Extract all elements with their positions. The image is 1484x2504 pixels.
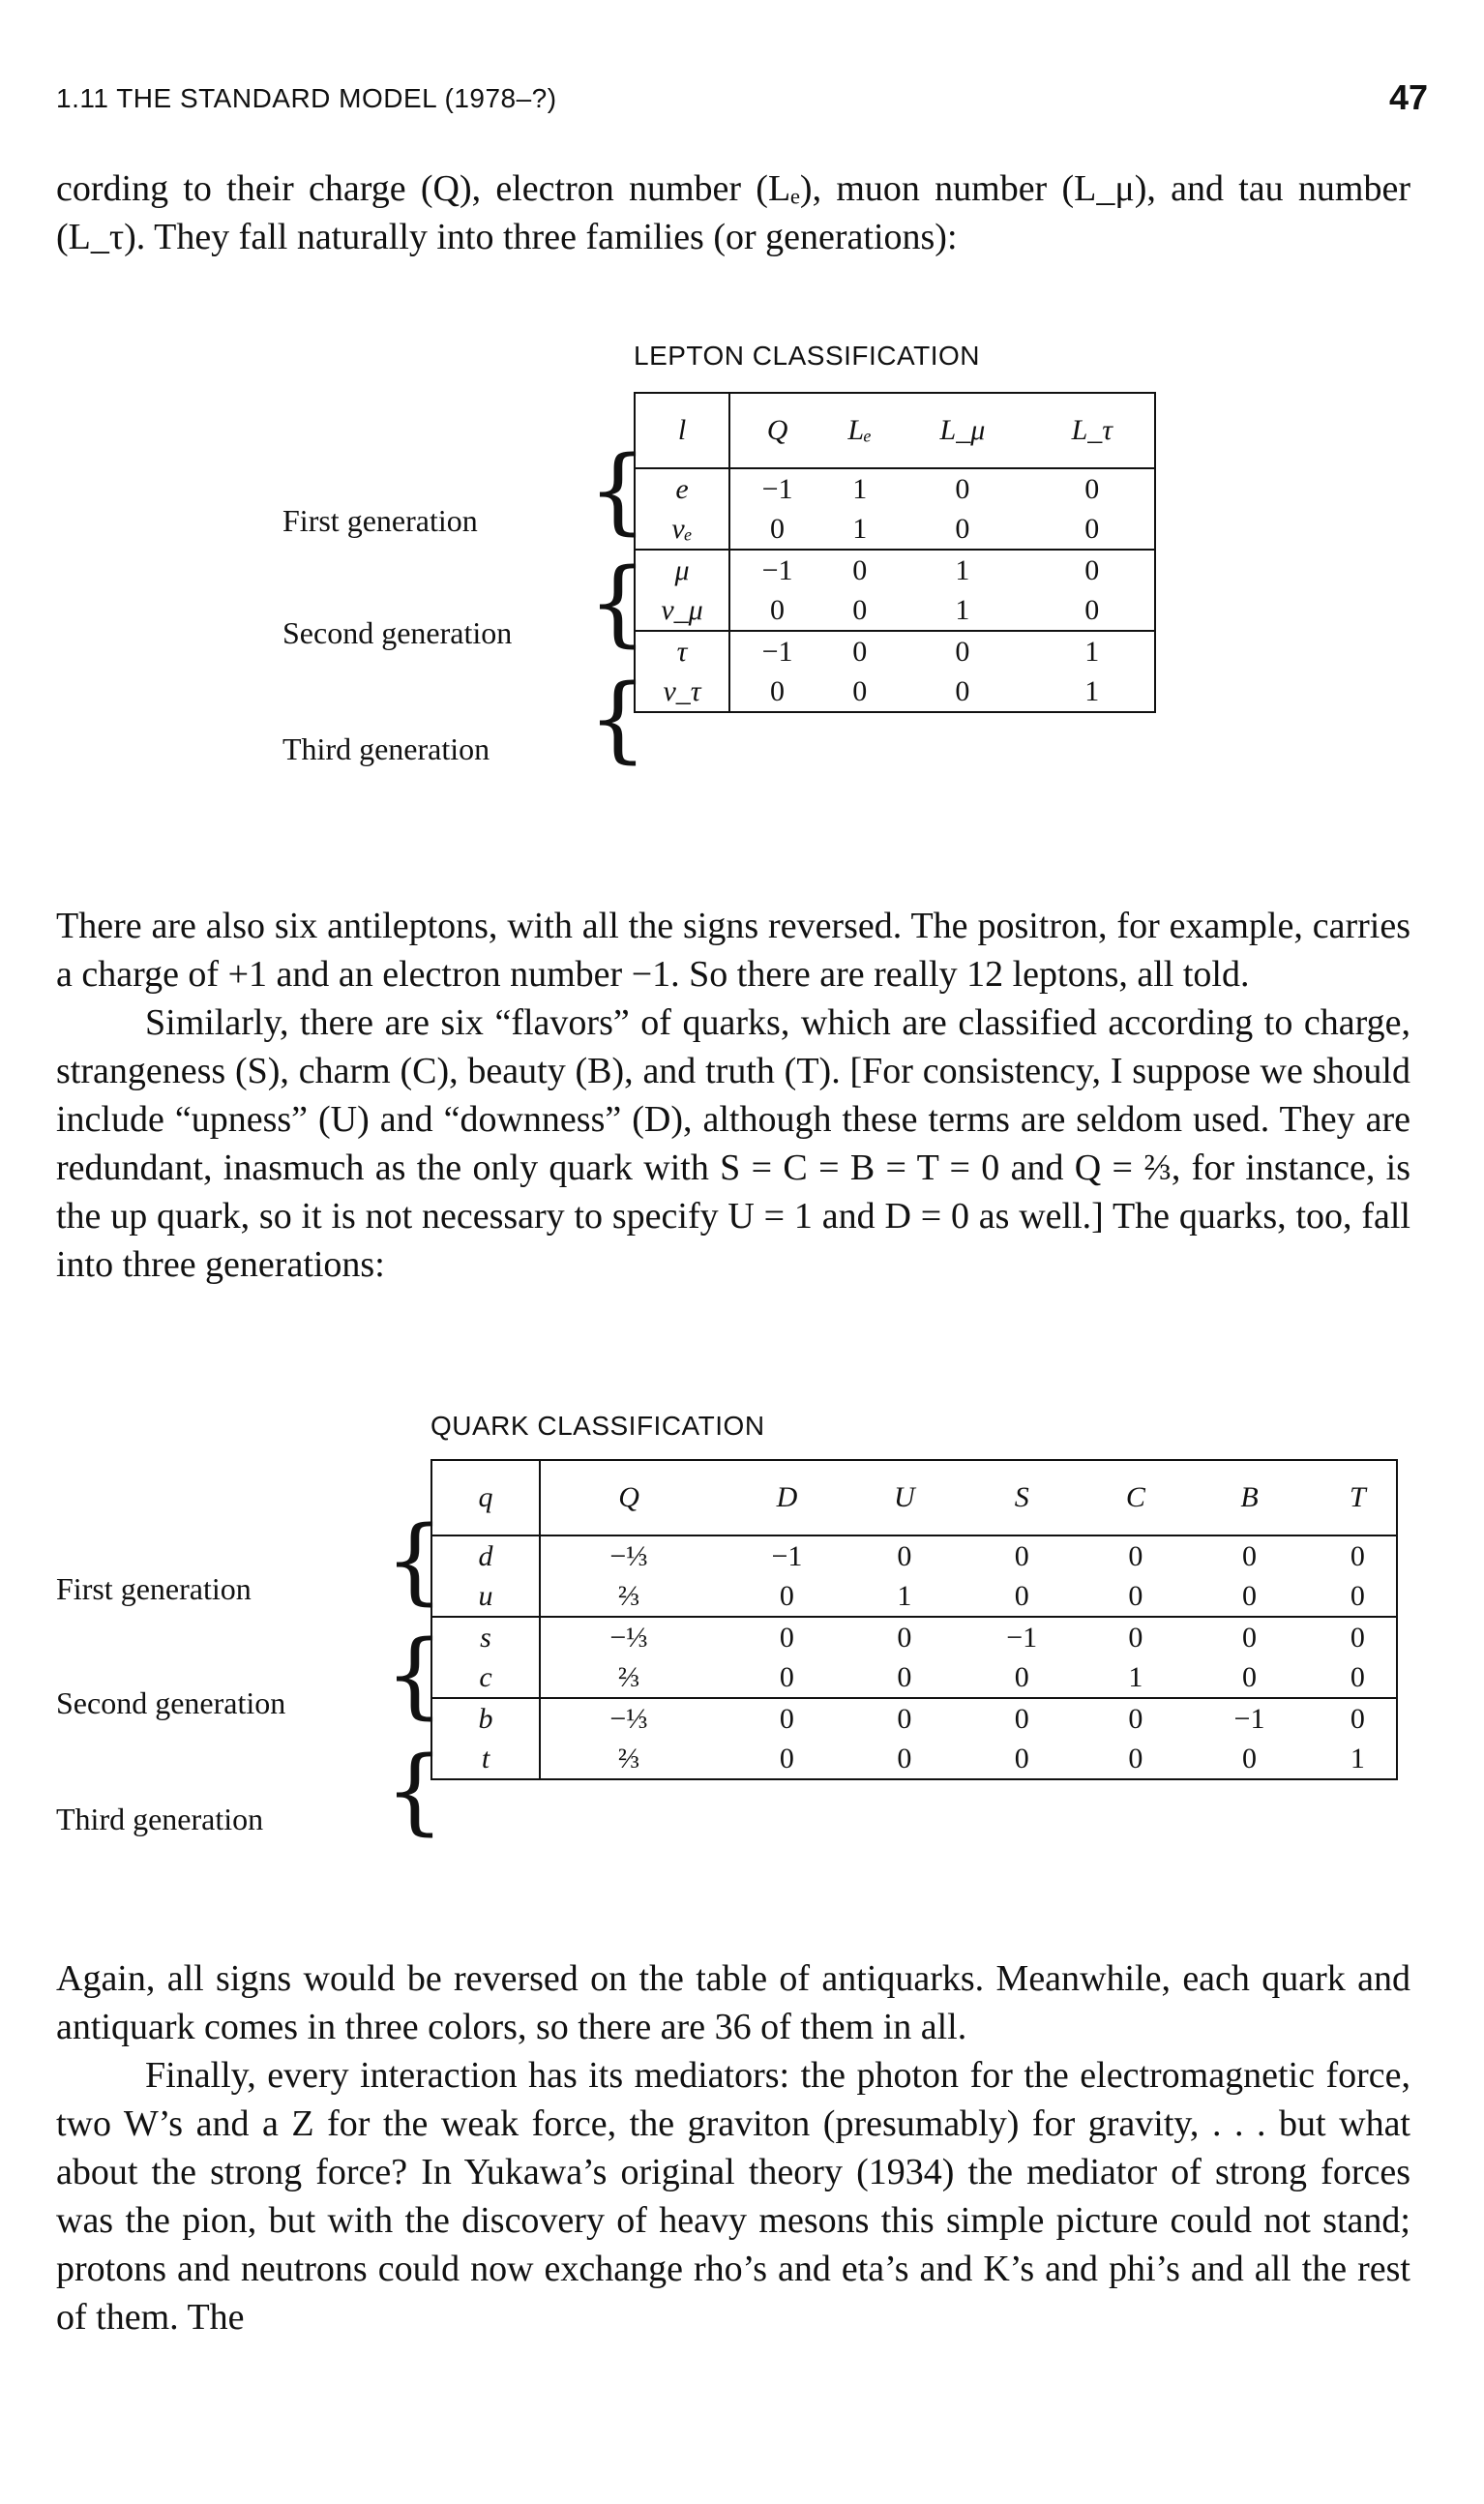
quark-symbol: d bbox=[431, 1535, 540, 1576]
quark-symbol: t bbox=[431, 1739, 540, 1779]
quark-cell: 0 bbox=[717, 1657, 857, 1698]
quark-cell: 0 bbox=[1128, 1742, 1143, 1774]
quark-cell: 0 bbox=[1092, 1576, 1180, 1617]
lepton-cell: 0 bbox=[1084, 472, 1100, 505]
paragraph-2: There are also six antileptons, with all the signs reversed. The positron, for example, carries a charge of +1 and an electron number −1. So there are really 12 leptons, all told. bbox=[56, 906, 1410, 995]
paragraphs-bottom bbox=[56, 1954, 1410, 2341]
quark-cell: 0 bbox=[1014, 1742, 1029, 1774]
lepton-cell: 1 bbox=[852, 472, 868, 505]
lepton-cell: 1 bbox=[1084, 674, 1100, 707]
lepton-symbol: e bbox=[635, 468, 729, 509]
lepton-col-lmu: L_μ bbox=[895, 393, 1029, 468]
lepton-gen-label-1: First generation bbox=[282, 503, 478, 538]
quark-cell: 1 bbox=[857, 1576, 952, 1617]
quark-cell: 0 bbox=[779, 1621, 794, 1654]
quark-cell: 0 bbox=[1128, 1621, 1143, 1654]
lepton-cell: −1 bbox=[761, 635, 793, 668]
quark-cell: 0 bbox=[897, 1539, 912, 1572]
lepton-cell: 0 bbox=[1030, 590, 1155, 631]
lepton-row bbox=[635, 550, 1155, 590]
quark-gen-label-2: Second generation bbox=[56, 1685, 286, 1720]
paragraph-3: Similarly, there are six “flavors” of quarks, which are classified according to charge, strangeness (S), charm (C), beauty (B), and truth (T). [For consistency, I suppose we should include “upness” (U) and “downness” (D), although these terms are seldom used. They are redundant, inasmuch as the only quark with S = C = B = T = 0 and Q = ⅔, for instance, is the up quark, so it is not necessary to specify U = 1 and D = 0 as well.] The quarks, too, fall into three generations: bbox=[56, 1002, 1410, 1285]
quark-col-t: T bbox=[1320, 1460, 1397, 1535]
quark-symbol: u bbox=[431, 1576, 540, 1617]
quark-brace-1: { bbox=[385, 1506, 445, 1615]
lepton-cell: 1 bbox=[955, 553, 970, 586]
quark-cell: 0 bbox=[952, 1576, 1092, 1617]
lepton-col-q: Q bbox=[729, 393, 824, 468]
quark-cell: 1 bbox=[1092, 1657, 1180, 1698]
quark-cell: 0 bbox=[1241, 1621, 1257, 1654]
quark-cell: 0 bbox=[1128, 1539, 1143, 1572]
quark-cell: 0 bbox=[897, 1702, 912, 1735]
lepton-cell: 1 bbox=[1084, 635, 1100, 668]
quark-cell: 0 bbox=[779, 1702, 794, 1735]
paragraph-1: cording to their charge (Q), electron number (Lₑ), muon number (L_μ), and tau number (L_τ). They fall naturally into three families (or generations): bbox=[56, 168, 1410, 257]
lepton-cell: 0 bbox=[955, 472, 970, 505]
lepton-gen-label-2: Second generation bbox=[282, 615, 513, 650]
quark-cell: −⅓ bbox=[609, 1702, 648, 1735]
quark-cell: 0 bbox=[779, 1742, 794, 1774]
quark-cell: 0 bbox=[1179, 1576, 1320, 1617]
quark-cell: −1 bbox=[1233, 1702, 1265, 1735]
lepton-brace-3: { bbox=[588, 665, 648, 773]
lepton-symbol: νₑ bbox=[635, 509, 729, 550]
lepton-cell: −1 bbox=[761, 472, 793, 505]
paragraph-5: Finally, every interaction has its mediators: the photon for the electromagnetic force, two W’s and a Z for the weak force, the graviton (presumably) for gravity, . . . but what about the strong force? In Yukawa’s original theory (1934) the mediator of strong forces was the pion, but with the discovery of heavy mesons this simple picture could not stand; protons and neutrons could now exchange rho’s and eta’s and K’s and phi’s and all the rest of them. The bbox=[56, 2055, 1410, 2338]
lepton-cell: 0 bbox=[852, 674, 868, 707]
quark-col-s: S bbox=[952, 1460, 1092, 1535]
lepton-brace-2: { bbox=[588, 549, 648, 657]
paragraph-1-block bbox=[56, 164, 1410, 261]
quark-cell: 0 bbox=[1241, 1539, 1257, 1572]
quark-cell: 0 bbox=[1350, 1702, 1365, 1735]
quark-row bbox=[431, 1698, 1397, 1739]
quark-cell: ⅔ bbox=[617, 1742, 640, 1774]
quark-cell: 0 bbox=[717, 1576, 857, 1617]
lepton-symbol: μ bbox=[635, 550, 729, 590]
lepton-cell: 0 bbox=[1030, 509, 1155, 550]
quark-cell: 0 bbox=[1179, 1657, 1320, 1698]
running-header bbox=[56, 77, 1428, 126]
lepton-row bbox=[635, 631, 1155, 671]
lepton-cell: 0 bbox=[729, 509, 824, 550]
quark-cell: ⅔ bbox=[540, 1657, 717, 1698]
lepton-cell: 0 bbox=[729, 590, 824, 631]
lepton-cell: 0 bbox=[852, 635, 868, 668]
lepton-col-l: l bbox=[635, 393, 729, 468]
quark-gen-label-1: First generation bbox=[56, 1571, 252, 1606]
quark-cell: 1 bbox=[1350, 1742, 1365, 1774]
quark-row bbox=[431, 1617, 1397, 1657]
quark-brace-3: { bbox=[385, 1737, 445, 1845]
lepton-cell: 0 bbox=[824, 590, 895, 631]
quark-cell: −1 bbox=[771, 1539, 803, 1572]
lepton-header-row bbox=[635, 393, 1155, 468]
lepton-symbol: ν_μ bbox=[635, 590, 729, 631]
quark-symbol: c bbox=[431, 1657, 540, 1698]
lepton-cell: 0 bbox=[955, 635, 970, 668]
quark-cell: 0 bbox=[1350, 1539, 1365, 1572]
lepton-table bbox=[634, 392, 1156, 713]
lepton-symbol: τ bbox=[635, 631, 729, 671]
quark-cell: 0 bbox=[897, 1621, 912, 1654]
quark-cell: 0 bbox=[1320, 1576, 1397, 1617]
lepton-cell: 0 bbox=[1084, 553, 1100, 586]
quark-cell: 0 bbox=[1014, 1539, 1029, 1572]
paragraphs-middle bbox=[56, 902, 1410, 1289]
lepton-row bbox=[635, 671, 1155, 712]
lepton-cell: 1 bbox=[895, 590, 1029, 631]
quark-table-title: QUARK CLASSIFICATION bbox=[430, 1411, 765, 1441]
quark-cell: 0 bbox=[1241, 1742, 1257, 1774]
quark-row bbox=[431, 1535, 1397, 1576]
quark-row bbox=[431, 1576, 1397, 1617]
quark-table bbox=[430, 1459, 1398, 1780]
quark-col-b: B bbox=[1179, 1460, 1320, 1535]
paragraph-4: Again, all signs would be reversed on the table of antiquarks. Meanwhile, each quark and antiquark comes in three colors, so there are 36 of them in all. bbox=[56, 1958, 1410, 2047]
lepton-gen-label-3: Third generation bbox=[282, 731, 490, 766]
lepton-cell: 0 bbox=[770, 674, 786, 707]
quark-row bbox=[431, 1657, 1397, 1698]
quark-symbol: s bbox=[431, 1617, 540, 1657]
quark-cell: 0 bbox=[857, 1657, 952, 1698]
lepton-cell: 0 bbox=[895, 509, 1029, 550]
lepton-cell: 0 bbox=[955, 674, 970, 707]
quark-cell: −⅓ bbox=[609, 1539, 648, 1572]
lepton-cell: −1 bbox=[761, 553, 793, 586]
lepton-brace-1: { bbox=[588, 436, 648, 545]
section-title: 1.11 THE STANDARD MODEL (1978–?) bbox=[56, 83, 557, 113]
lepton-cell: 0 bbox=[852, 553, 868, 586]
quark-cell: ⅔ bbox=[540, 1576, 717, 1617]
quark-cell: −⅓ bbox=[609, 1621, 648, 1654]
quark-col-c: C bbox=[1092, 1460, 1180, 1535]
quark-cell: 0 bbox=[952, 1657, 1092, 1698]
lepton-row bbox=[635, 590, 1155, 631]
quark-col-q-symbol: q bbox=[431, 1460, 540, 1535]
lepton-col-le: Lₑ bbox=[824, 393, 895, 468]
lepton-row bbox=[635, 509, 1155, 550]
page-number: 47 bbox=[1388, 77, 1428, 117]
lepton-symbol: ν_τ bbox=[635, 671, 729, 712]
lepton-table-title: LEPTON CLASSIFICATION bbox=[634, 341, 980, 371]
quark-cell: 0 bbox=[1350, 1621, 1365, 1654]
lepton-col-ltau: L_τ bbox=[1030, 393, 1155, 468]
quark-col-u: U bbox=[857, 1460, 952, 1535]
quark-symbol: b bbox=[431, 1698, 540, 1739]
quark-cell: 0 bbox=[1320, 1657, 1397, 1698]
quark-brace-2: { bbox=[385, 1621, 445, 1729]
quark-col-d: D bbox=[717, 1460, 857, 1535]
quark-gen-label-3: Third generation bbox=[56, 1802, 264, 1836]
quark-cell: −1 bbox=[1006, 1621, 1038, 1654]
quark-cell: 0 bbox=[1128, 1702, 1143, 1735]
quark-row bbox=[431, 1739, 1397, 1779]
lepton-cell: 1 bbox=[824, 509, 895, 550]
quark-header-row bbox=[431, 1460, 1397, 1535]
quark-cell: 0 bbox=[897, 1742, 912, 1774]
quark-cell: 0 bbox=[1014, 1702, 1029, 1735]
lepton-row bbox=[635, 468, 1155, 509]
quark-col-charge: Q bbox=[540, 1460, 717, 1535]
